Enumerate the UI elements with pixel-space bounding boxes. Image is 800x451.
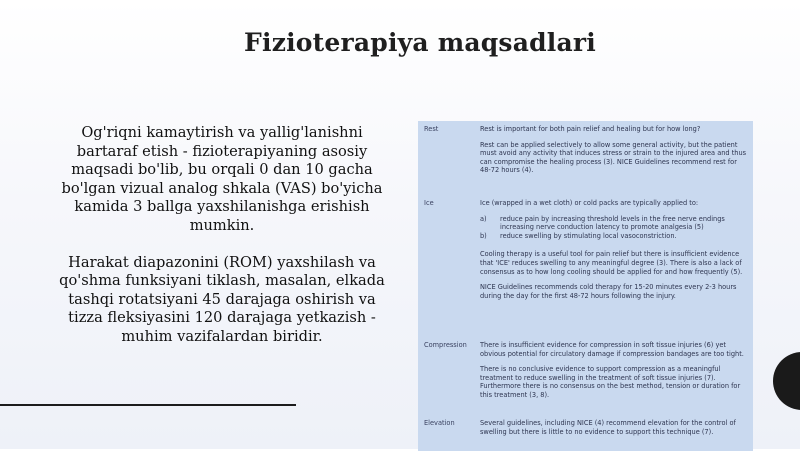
list-item — [480, 215, 748, 232]
body-paragraph-1: Og'riqni kamaytirish va yallig'lanishni bartaraf etish - fizioterapiyaning asosiy maqsadi bo'lib, bu orqali 0 dan 10 gacha bo'lgan vizual analog shkala (VAS) bo'yicha kamida 3 ballga yaxshilanishga erishish mumkin. — [61, 124, 383, 234]
row-content — [480, 199, 748, 307]
list-text: reduce swelling by stimulating local vasoconstriction. — [500, 231, 677, 240]
slide-body — [52, 124, 392, 365]
row-paragraph: Ice (wrapped in a wet cloth) or cold packs are typically applied to: — [480, 199, 699, 207]
rice-table-image — [418, 121, 753, 451]
list-item — [480, 232, 748, 241]
row-label: Compression — [424, 341, 467, 349]
row-label: Rest — [424, 125, 439, 133]
row-content — [480, 419, 748, 443]
row-paragraph: NICE Guidelines recommends cold therapy for 15-20 minutes every 2-3 hours during the day for the first 48-72 hours following the injury. — [480, 283, 737, 300]
row-label: Elevation — [424, 419, 455, 427]
row-paragraph: There is no conclusive evidence to support compression as a meaningful treatment to reduce swelling in the treatment of soft tissue injuries (7). Furthermore there is no consensus on the best method, tension or duration for this treatment (3, 8). — [480, 365, 741, 399]
list-marker: a) — [480, 214, 487, 223]
divider-line — [0, 404, 296, 406]
row-paragraph: Rest can be applied selectively to allow some general activity, but the patient must avoid any activity that induces stress or strain to the injured area and thus can compromise the healing process (3). NICE Guidelines recommend rest for 48-72 hours (4). — [480, 140, 747, 175]
row-paragraph: Cooling therapy is a useful tool for pain relief but there is insufficient evidence that 'ICE' reduces swelling to any meaningful degree (3). There is also a lack of consensus as to how long cooling should be applied for and how frequently (5). — [480, 250, 743, 276]
row-paragraph: There is insufficient evidence for compression in soft tissue injuries (6) yet obvious potential for circulatory damage if compression bandages are too tight. — [480, 341, 744, 358]
row-content — [480, 341, 748, 407]
body-paragraph-2: Harakat diapazonini (ROM) yaxshilash va qo'shma funksiyani tiklash, masalan, elkada tashqi rotatsiyani 45 darajaga oshirish va tizza fleksiyasini 120 darajaga yetkazish - muhim vazifalardan biridir. — [59, 253, 385, 345]
row-paragraph: Several guidelines, including NICE (4) recommend elevation for the control of swelling but there is little to no evidence to support this technique (7). — [480, 419, 736, 436]
slide-title: Fizioterapiya maqsadlari — [244, 28, 596, 57]
list-text: reduce pain by increasing threshold levels in the free nerve endings increasing nerve conduction latency to promote analgesia (5) — [500, 214, 725, 232]
row-content — [480, 125, 748, 182]
row-paragraph: Rest is important for both pain relief and healing but for how long? — [480, 125, 701, 133]
list-marker: b) — [480, 231, 487, 240]
row-label: Ice — [424, 199, 434, 207]
